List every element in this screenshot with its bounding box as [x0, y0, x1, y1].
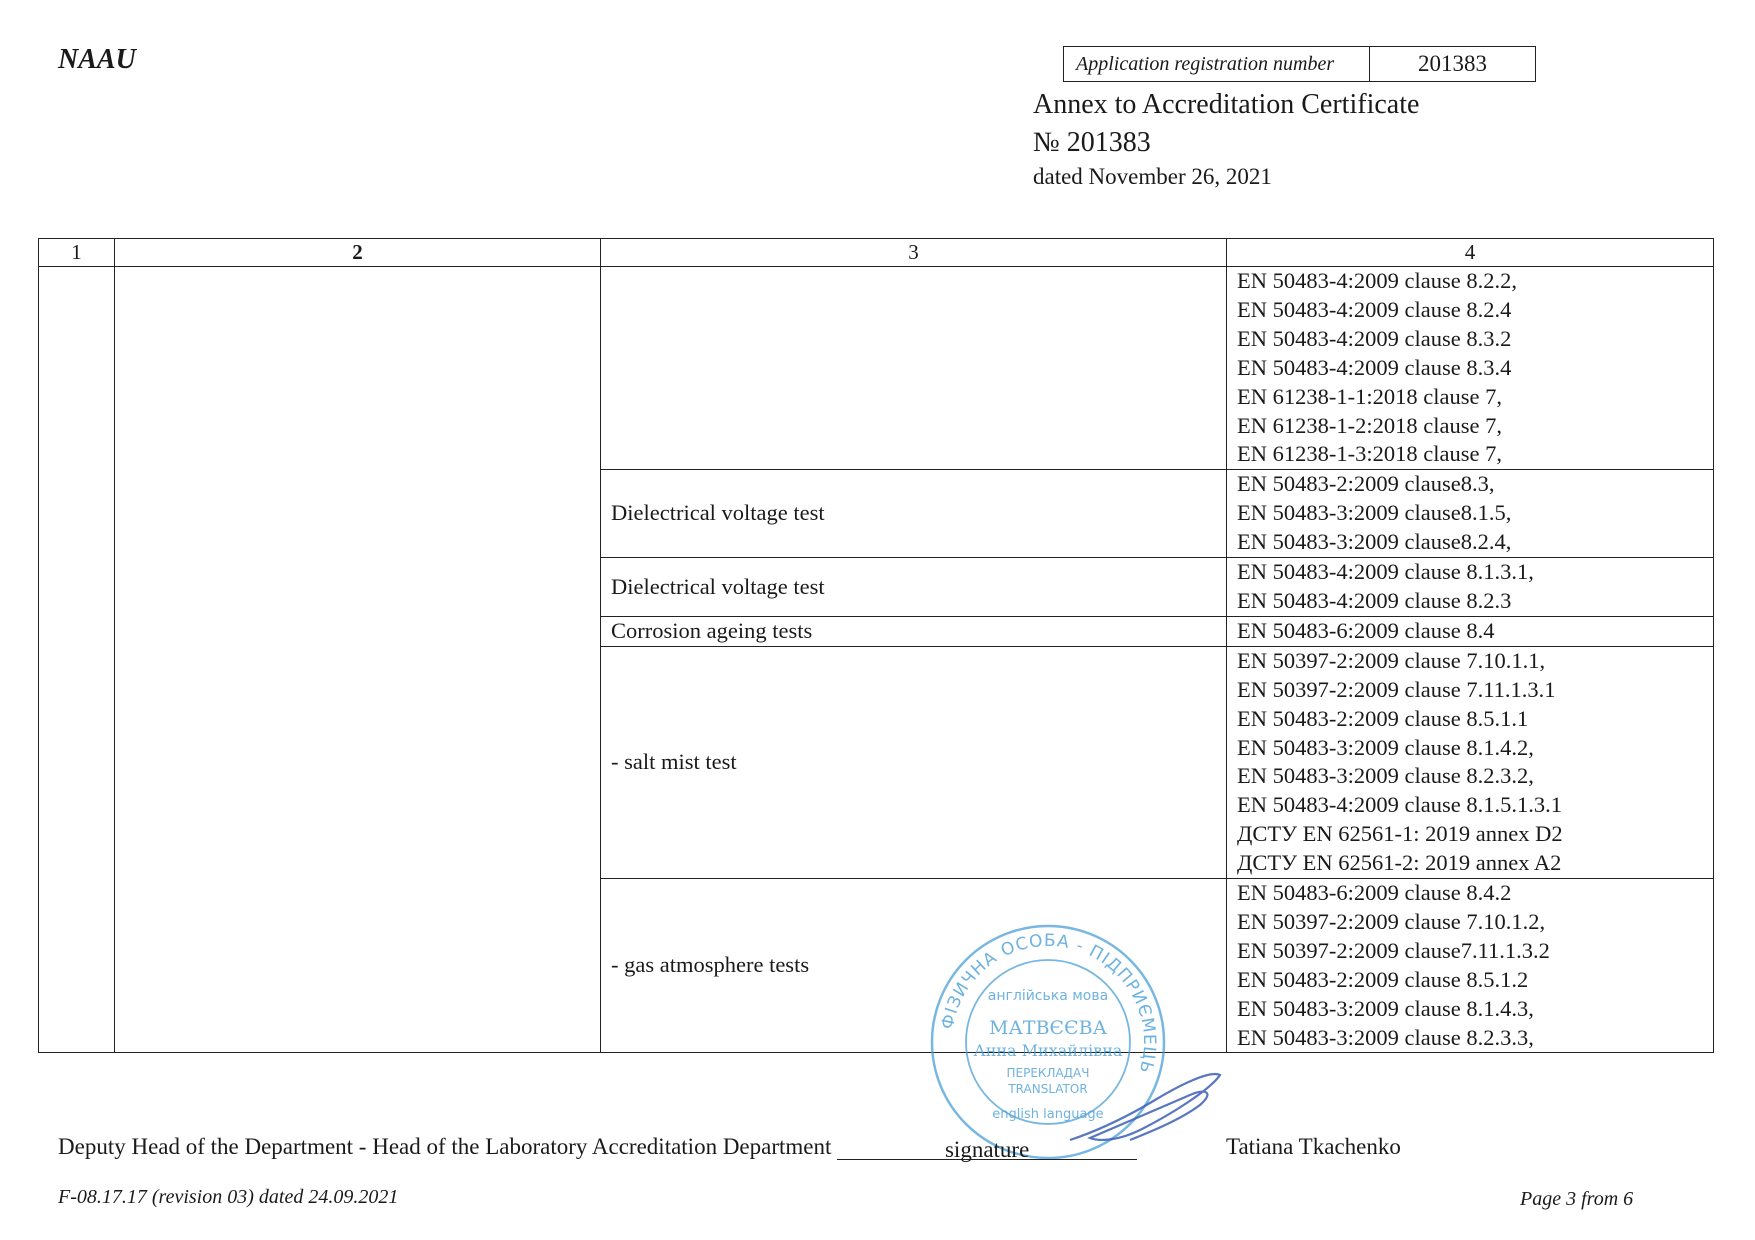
- reference-cell: [1227, 267, 1714, 470]
- naau-logo: NAAU: [58, 44, 136, 75]
- reference-line: EN 50397-2:2009 clause 7.10.1.1,: [1237, 647, 1546, 673]
- reference-line: ДСТУ EN 62561-2: 2019 annex A2: [1237, 850, 1562, 876]
- reference-line: EN 50483-4:2009 clause 8.3.4: [1237, 354, 1512, 380]
- annex-title: Annex to Accreditation Certificate: [1033, 89, 1420, 120]
- stamp-line-1: англійська мова: [987, 988, 1109, 1004]
- reference-line: EN 50483-3:2009 clause8.1.5,: [1237, 500, 1512, 526]
- reference-line: EN 50483-3:2009 clause 8.2.3.2,: [1237, 763, 1534, 789]
- stamp-ring-text: ФІЗИЧНА ОСОБА - ПІДПРИЄМЕЦЬ: [937, 930, 1160, 1076]
- reference-line: EN 50397-2:2009 clause 7.10.1.2,: [1237, 908, 1546, 934]
- annex-number: № 201383: [1033, 127, 1151, 158]
- reference-line: ДСТУ EN 62561-1: 2019 annex D2: [1237, 821, 1563, 847]
- test-name-cell: - gas atmosphere tests: [601, 879, 1227, 1053]
- reference-cell: [1227, 646, 1714, 878]
- table-header-row: [39, 239, 1714, 267]
- reference-line: EN 50483-3:2009 clause 8.1.4.3,: [1237, 995, 1534, 1021]
- reference-line: EN 50483-3:2009 clause8.2.4,: [1237, 529, 1512, 555]
- reference-line: EN 61238-1-1:2018 clause 7,: [1237, 383, 1502, 409]
- col1-cell: [39, 267, 115, 1053]
- annex-block: [1033, 86, 1419, 192]
- reference-cell: [1227, 558, 1714, 617]
- footer-signatory-name: Tatiana Tkachenko: [1226, 1134, 1401, 1159]
- reference-line: EN 50483-4:2009 clause 8.1.3.1,: [1237, 559, 1534, 585]
- test-name-cell: [601, 267, 1227, 470]
- reference-line: EN 50397-2:2009 clause7.11.1.3.2: [1237, 937, 1550, 963]
- test-name-cell: - salt mist test: [601, 646, 1227, 878]
- reference-line: EN 50483-2:2009 clause8.3,: [1237, 471, 1495, 497]
- reference-line: EN 50483-4:2009 clause 8.3.2: [1237, 325, 1512, 351]
- reference-cell: [1227, 470, 1714, 558]
- reference-line: EN 50397-2:2009 clause 7.11.1.3.1: [1237, 676, 1556, 702]
- reference-line: EN 50483-3:2009 clause 8.1.4.2,: [1237, 734, 1534, 760]
- stamp-line-6: english language: [992, 1107, 1104, 1122]
- form-number: F-08.17.17 (revision 03) dated 24.09.2021: [58, 1186, 399, 1208]
- signature-label: signature: [944, 1137, 1030, 1162]
- page-number: Page 3 from 6: [1520, 1188, 1634, 1210]
- registration-box: [1063, 46, 1536, 82]
- col-header-1: 1: [39, 239, 115, 267]
- signature-line: [837, 1137, 1137, 1160]
- reference-line: EN 61238-1-3:2018 clause 7,: [1237, 441, 1502, 467]
- test-name-cell: Dielectrical voltage test: [601, 558, 1227, 617]
- test-name-cell: Dielectrical voltage test: [601, 470, 1227, 558]
- registration-value: 201383: [1418, 51, 1487, 76]
- stamp-line-3: Анна Михайлівна: [973, 1041, 1123, 1060]
- col-header-3: 3: [601, 239, 1227, 267]
- footer-position: Deputy Head of the Department - Head of the Laboratory Accreditation Department: [58, 1134, 832, 1159]
- reference-line: EN 50483-4:2009 clause 8.2.3: [1237, 587, 1512, 613]
- reference-cell: [1227, 616, 1714, 646]
- reference-line: EN 61238-1-2:2018 clause 7,: [1237, 412, 1502, 438]
- table-row: [39, 267, 1714, 470]
- col-header-2: 2: [115, 239, 601, 267]
- annex-date: dated November 26, 2021: [1033, 164, 1272, 189]
- reference-line: EN 50483-2:2009 clause 8.5.1.2: [1237, 966, 1529, 992]
- reference-line: EN 50483-6:2009 clause 8.4.2: [1237, 880, 1512, 906]
- footer-signature-line: [58, 1134, 1137, 1160]
- reference-line: EN 50483-4:2009 clause 8.2.2,: [1237, 268, 1517, 293]
- col-header-4: 4: [1227, 239, 1714, 267]
- reference-line: EN 50483-6:2009 clause 8.4: [1237, 617, 1495, 643]
- reference-cell: [1227, 879, 1714, 1053]
- reference-line: EN 50483-2:2009 clause 8.5.1.1: [1237, 705, 1529, 731]
- stamp-line-4: ПЕРЕКЛАДАЧ: [1006, 1066, 1090, 1080]
- reference-line: EN 50483-3:2009 clause 8.2.3.3,: [1237, 1024, 1534, 1050]
- reference-line: EN 50483-4:2009 clause 8.1.5.1.3.1: [1237, 792, 1562, 818]
- test-name-cell: Corrosion ageing tests: [601, 616, 1227, 646]
- stamp-line-5: TRANSLATOR: [1008, 1082, 1088, 1096]
- col2-cell: [115, 267, 601, 1053]
- accreditation-table: [38, 238, 1714, 1053]
- stamp-line-2: МАТВЄЄВА: [989, 1017, 1107, 1039]
- registration-label: Application registration number: [1064, 47, 1370, 81]
- reference-line: EN 50483-4:2009 clause 8.2.4: [1237, 296, 1512, 322]
